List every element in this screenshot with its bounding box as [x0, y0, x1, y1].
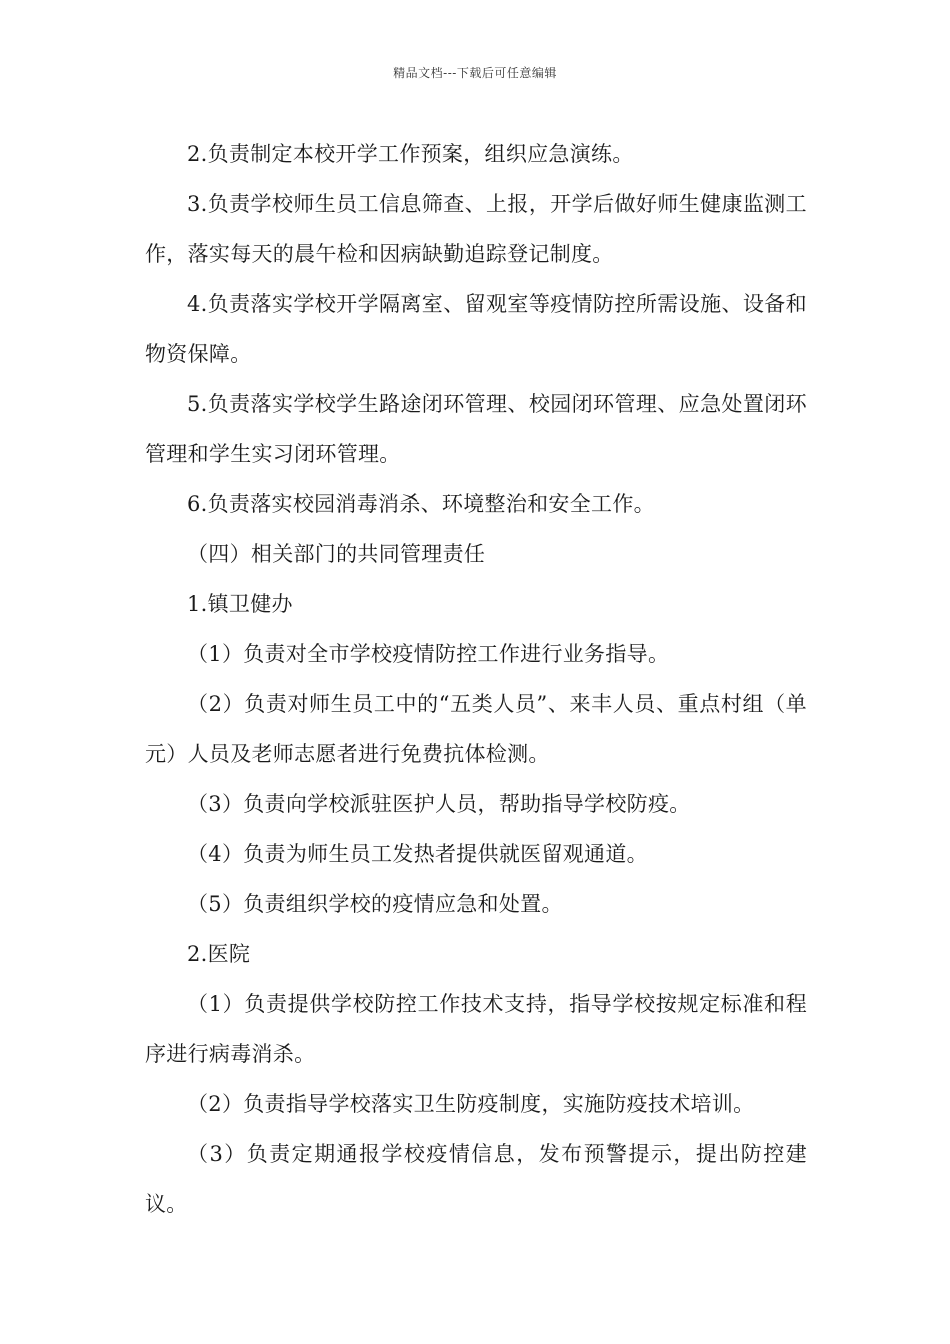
paragraph-item-3: 3.负责学校师生员工信息筛查、上报，开学后做好师生健康监测工作，落实每天的晨午检和因病缺勤追踪登记制度。	[145, 192, 807, 266]
paragraph-item-2: 2.负责制定本校开学工作预案，组织应急演练。	[187, 142, 634, 166]
paragraph-hospital-item-3: （3）负责定期通报学校疫情信息，发布预警提示，提出防控建议。	[145, 1142, 807, 1216]
paragraph-hospital-item-1: （1）负责提供学校防控工作技术支持，指导学校按规定标准和程序进行病毒消杀。	[145, 992, 807, 1066]
page-header: 精品文档---下载后可任意编辑	[393, 66, 557, 80]
paragraph-hospital-item-2: （2）负责指导学校落实卫生防疫制度，实施防疫技术培训。	[187, 1092, 755, 1116]
paragraph-sub-item-1: （1）负责对全市学校疫情防控工作进行业务指导。	[187, 642, 670, 666]
paragraph-item-4: 4.负责落实学校开学隔离室、留观室等疫情防控所需设施、设备和物资保障。	[145, 292, 807, 366]
subsection-heading-hospital: 2.医院	[187, 942, 251, 966]
subsection-heading-health-office: 1.镇卫健办	[187, 592, 293, 616]
paragraph-item-6: 6.负责落实校园消毒消杀、环境整治和安全工作。	[187, 492, 655, 516]
paragraph-sub-item-5: （5）负责组织学校的疫情应急和处置。	[187, 892, 563, 916]
document-body	[145, 129, 807, 1229]
paragraph-sub-item-4: （4）负责为师生员工发热者提供就医留观通道。	[187, 842, 648, 866]
section-heading: （四）相关部门的共同管理责任	[187, 542, 486, 566]
paragraph-item-5: 5.负责落实学校学生路途闭环管理、校园闭环管理、应急处置闭环管理和学生实习闭环管理。	[145, 392, 807, 466]
paragraph-sub-item-2: （2）负责对师生员工中的“五类人员”、来丰人员、重点村组（单元）人员及老师志愿者进行免费抗体检测。	[145, 692, 807, 766]
paragraph-sub-item-3: （3）负责向学校派驻医护人员，帮助指导学校防疫。	[187, 792, 691, 816]
